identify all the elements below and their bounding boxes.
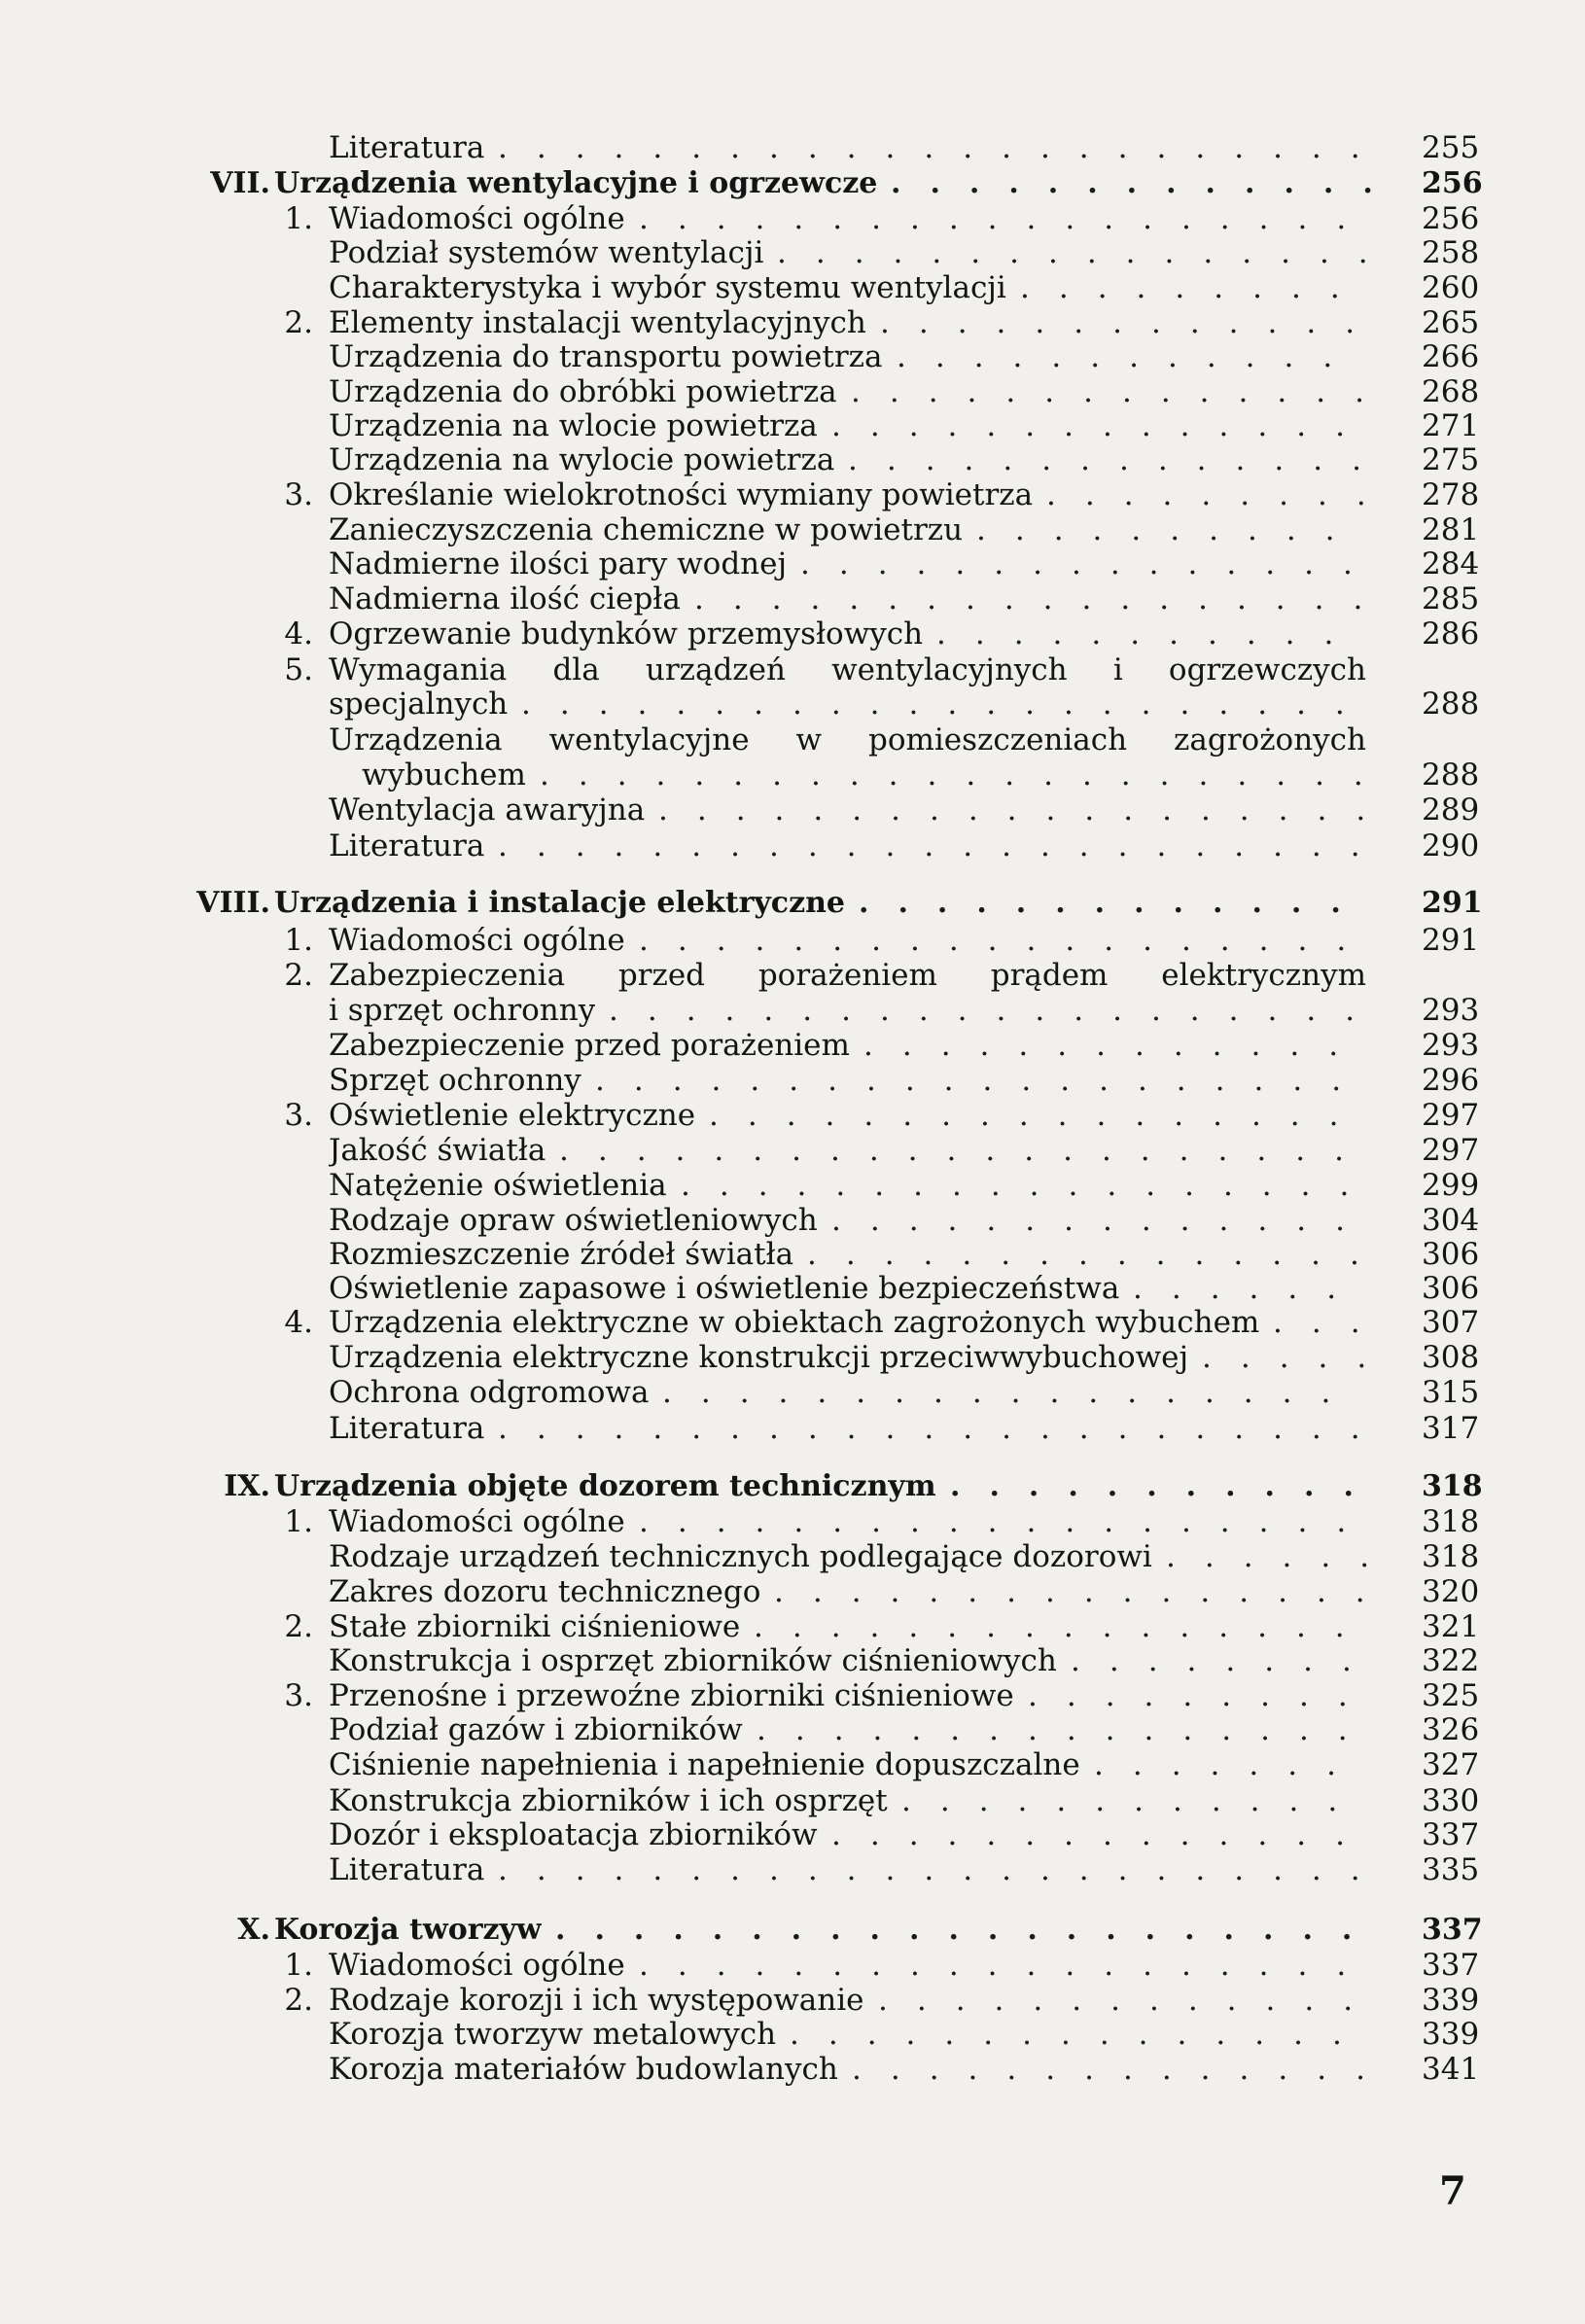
dot-leader: .................... (595, 1063, 1371, 1098)
toc-entry (0, 994, 1585, 1027)
toc-number: 3. (284, 1678, 313, 1713)
dot-leader: ............... (790, 2017, 1371, 2052)
toc-title: Urządzenia wentylacyjne i ogrzewcze (274, 167, 878, 200)
dot-leader: .............. (851, 374, 1393, 409)
toc-title: Jakość światła (329, 1134, 546, 1167)
toc-title: Wiadomości ogólne (329, 1949, 625, 1982)
toc-page: 296 (1422, 1063, 1480, 1098)
dot-leader: ............... (800, 546, 1382, 581)
toc-title: Urządzenia i instalacje elektryczne (274, 887, 846, 920)
toc-title: Zanieczyszczenia chemiczne w powietrzu (329, 513, 964, 546)
toc-entry (0, 1748, 1585, 1781)
toc-title: Zabezpieczenie przed porażeniem (329, 1029, 850, 1062)
toc-entry (0, 1679, 1585, 1712)
toc-page: 337 (1422, 1817, 1480, 1852)
dot-leader: ............ (897, 339, 1362, 374)
toc-page: 278 (1422, 477, 1480, 512)
toc-title: Przenośne i przewoźne zbiorniki ciśnieniowe (329, 1679, 1014, 1712)
dot-leader: ................... (639, 923, 1376, 958)
toc-entry (0, 1784, 1585, 1817)
toc-entry (0, 1713, 1585, 1746)
toc-number: 2. (284, 305, 313, 340)
toc-number: 1. (284, 201, 313, 236)
toc-title: Podział gazów i zbiorników (329, 1713, 743, 1746)
dot-leader: ................... (639, 201, 1376, 236)
toc-title: Rodzaje opraw oświetleniowych (329, 1204, 818, 1237)
toc-title: Ciśnienie napełnienia i napełnienie dopuszczalne (329, 1748, 1080, 1781)
toc-title: Konstrukcja zbiorników i ich osprzęt (329, 1784, 888, 1817)
toc-title: Urządzenia objęte dozorem technicznym (274, 1470, 936, 1503)
dot-leader: .................. (662, 1375, 1360, 1410)
toc-number: 5. (284, 652, 313, 687)
toc-entry (0, 1984, 1585, 2017)
toc-entry (0, 829, 1585, 863)
toc-title: Elementy instalacji wentylacyjnych (329, 306, 866, 339)
toc-page: 327 (1422, 1747, 1480, 1782)
toc-page: 258 (1422, 235, 1480, 270)
toc-page: 304 (1422, 1203, 1480, 1238)
toc-number: 1. (284, 1948, 313, 1983)
toc-page: 315 (1422, 1375, 1480, 1410)
toc-entry (0, 687, 1585, 721)
dot-leader: ............. (891, 166, 1402, 200)
toc-number: 3. (284, 477, 313, 512)
toc-page: 306 (1422, 1237, 1480, 1272)
toc-entry (0, 1306, 1585, 1339)
toc-title: Wymagania dla urządzeń wentylacyjnych i ogrzewczych (329, 653, 1366, 687)
toc-title: Urządzenia elektryczne w obiektach zagrożonych wybuchem (329, 1306, 1260, 1339)
toc-title: Zabezpieczenia przed porażeniem prądem elektrycznym (329, 959, 1366, 992)
toc-entry (0, 2018, 1585, 2051)
toc-page: 284 (1422, 546, 1480, 581)
toc-entry (0, 1099, 1585, 1132)
dot-leader: ................... (639, 1504, 1376, 1539)
toc-entry (0, 959, 1585, 992)
toc-title: Korozja tworzyw metalowych (329, 2018, 777, 2051)
toc-entry (0, 582, 1585, 616)
toc-page: 306 (1422, 1271, 1480, 1306)
toc-entry (0, 924, 1585, 957)
toc-title: Urządzenia na wylocie powietrza (329, 443, 835, 476)
toc-page: 299 (1422, 1168, 1480, 1203)
dot-leader: ................ (774, 1574, 1394, 1609)
toc-page: 308 (1422, 1340, 1480, 1375)
toc-page: 297 (1422, 1098, 1480, 1133)
toc-number: 2. (284, 958, 313, 993)
toc-page: 288 (1422, 687, 1480, 722)
toc-title: Urządzenia na wlocie powietrza (329, 409, 818, 442)
dot-leader: ................. (709, 1098, 1368, 1133)
toc-page: 341 (1422, 2052, 1480, 2087)
toc-title: wybuchem (362, 758, 526, 792)
toc-entry (0, 2053, 1585, 2086)
toc-number: 2. (284, 1609, 313, 1644)
dot-leader: ........ (1071, 1643, 1381, 1678)
toc-number: VII. (210, 166, 270, 200)
toc-title: Korozja materiałów budowlanych (329, 2053, 838, 2086)
page-number: 7 (1439, 2168, 1466, 2214)
dot-leader: ...... (1133, 1271, 1366, 1306)
toc-entry (0, 1238, 1585, 1271)
toc-entry (0, 1818, 1585, 1851)
toc-title: Urządzenia do obróbki powietrza (329, 375, 837, 408)
toc-entry (0, 547, 1585, 581)
toc-page: 271 (1422, 408, 1480, 443)
toc-title: Literatura (329, 131, 485, 164)
toc-title: Ochrona odgromowa (329, 1376, 650, 1409)
dot-leader: ...................... (540, 757, 1392, 792)
toc-page: 337 (1422, 1948, 1480, 1983)
toc-entry (0, 653, 1585, 687)
toc-page: 321 (1422, 1609, 1480, 1644)
toc-entry (0, 1134, 1585, 1167)
toc-entry (0, 1376, 1585, 1409)
toc-page: 317 (1422, 1411, 1480, 1446)
toc-entry (0, 478, 1585, 511)
toc-entry (0, 131, 1585, 164)
toc-page: 266 (1422, 339, 1480, 374)
toc-chapter (0, 1470, 1585, 1503)
toc-entry (0, 1029, 1585, 1062)
toc-chapter (0, 887, 1585, 920)
toc-page: 339 (1422, 2017, 1480, 2052)
toc-number: 2. (284, 1983, 313, 2018)
toc-title: Wiadomości ogólne (329, 924, 625, 957)
dot-leader: .............. (831, 1817, 1374, 1852)
toc-title: Literatura (329, 1853, 485, 1886)
toc-title: Charakterystyka i wybór systemu wentylacji (329, 271, 1006, 304)
toc-number: IX. (224, 1469, 270, 1503)
toc-title: Wiadomości ogólne (329, 1505, 625, 1538)
dot-leader: ......... (1028, 1678, 1377, 1713)
toc-page: 285 (1422, 581, 1480, 616)
toc-number: 4. (284, 1305, 313, 1340)
toc-page: 320 (1422, 1574, 1480, 1609)
toc-page: 318 (1422, 1504, 1480, 1539)
toc-entry (0, 1610, 1585, 1643)
toc-page: 325 (1422, 1678, 1480, 1713)
toc-title: Urządzenia elektryczne konstrukcji przeciwwybuchowej (329, 1341, 1189, 1374)
toc-entry (0, 409, 1585, 442)
toc-title: Oświetlenie zapasowe i oświetlenie bezpieczeństwa (329, 1272, 1120, 1305)
toc-entry (0, 758, 1585, 792)
toc-chapter (0, 167, 1585, 200)
toc-entry (0, 1064, 1585, 1097)
toc-entry (0, 236, 1585, 269)
toc-entry (0, 1505, 1585, 1538)
toc-title: Ogrzewanie budynków przemysłowych (329, 617, 924, 651)
dot-leader: ............ (901, 1783, 1367, 1818)
toc-entry (0, 1169, 1585, 1202)
dot-leader: .................. (681, 1168, 1379, 1203)
toc-title: specjalnych (329, 687, 509, 721)
toc-page: 335 (1422, 1852, 1480, 1887)
toc-number: 3. (284, 1098, 313, 1133)
dot-leader: .......... (976, 512, 1364, 547)
toc-title: Rozmieszczenie źródeł światła (329, 1238, 794, 1271)
toc-entry (0, 1272, 1585, 1305)
toc-number: X. (237, 1913, 270, 1947)
toc-entry (0, 375, 1585, 408)
dot-leader: ............. (863, 1028, 1368, 1063)
toc-entry (0, 1853, 1585, 1886)
toc-page: 268 (1422, 374, 1480, 409)
dot-leader: ....................... (498, 130, 1390, 165)
toc-title: Natężenie oświetlenia (329, 1169, 667, 1202)
toc-page: 337 (1422, 1913, 1483, 1947)
dot-leader: ................ (777, 235, 1397, 270)
toc-number: VIII. (196, 886, 270, 920)
toc-entry (0, 513, 1585, 546)
dot-leader: ............. (859, 886, 1370, 920)
dot-leader: .............. (852, 2052, 1394, 2087)
toc-page: 297 (1422, 1133, 1480, 1168)
toc-entry (0, 1575, 1585, 1608)
toc-entry (0, 1949, 1585, 1982)
toc-page: 293 (1422, 1028, 1480, 1063)
dot-leader: .............. (831, 408, 1374, 443)
toc-page: 255 (1422, 130, 1480, 165)
toc-entry (0, 1341, 1585, 1374)
dot-leader: ..................... (555, 1913, 1382, 1947)
dot-leader: ................... (658, 792, 1395, 827)
dot-leader: ............... (807, 1237, 1389, 1272)
toc-page: 265 (1422, 305, 1480, 340)
toc-entry (0, 723, 1585, 757)
toc-page: 289 (1422, 792, 1480, 827)
dot-leader: .............. (848, 442, 1391, 477)
toc-title: Zakres dozoru technicznego (329, 1575, 761, 1608)
toc-number: 1. (284, 923, 313, 958)
toc-page: 307 (1422, 1305, 1480, 1340)
dot-leader: ....................... (498, 1852, 1390, 1887)
toc-title: Rodzaje urządzeń technicznych podlegające dozorowi (329, 1540, 1152, 1573)
toc-page: 322 (1422, 1643, 1480, 1678)
toc-title: Konstrukcja i osprzęt zbiorników ciśnieniowych (329, 1644, 1057, 1677)
toc-title: Wiadomości ogólne (329, 202, 625, 235)
dot-leader: ................ (754, 1609, 1374, 1644)
toc-entry (0, 793, 1585, 827)
toc-title: Określanie wielokrotności wymiany powietrza (329, 478, 1034, 511)
dot-leader: .................... (609, 993, 1385, 1028)
toc-title: Literatura (329, 1412, 485, 1445)
toc-entry (0, 443, 1585, 476)
toc-entry (0, 1412, 1585, 1445)
dot-leader: ........... (950, 1469, 1383, 1503)
toc-entry (0, 271, 1585, 304)
dot-leader: ................... (639, 1948, 1376, 1983)
dot-leader: .................. (694, 581, 1392, 616)
dot-leader: ... (1273, 1305, 1390, 1340)
toc-page: 288 (1422, 757, 1480, 792)
toc-page: 291 (1422, 886, 1483, 920)
toc-page: 281 (1422, 512, 1480, 547)
toc-number: 4. (284, 616, 313, 651)
toc-chapter (0, 1914, 1585, 1947)
toc-title: Urządzenia wentylacyjne w pomieszczeniach zagrożonych (329, 723, 1366, 757)
toc-entry (0, 1540, 1585, 1573)
toc-title: Literatura (329, 829, 485, 863)
dot-leader: ............. (880, 305, 1385, 340)
toc-title: Korozja tworzyw (274, 1914, 542, 1947)
dot-leader: ..... (1202, 1340, 1396, 1375)
toc-page: 290 (1422, 828, 1480, 863)
toc-entry (0, 306, 1585, 339)
toc-page: 260 (1422, 270, 1480, 305)
toc-page: 326 (1422, 1712, 1480, 1747)
toc-page: 275 (1422, 442, 1480, 477)
toc-page: 339 (1422, 1983, 1480, 2018)
toc-entry (0, 1204, 1585, 1237)
toc-title: Podział systemów wentylacji (329, 236, 764, 269)
dot-leader: ...... (1166, 1539, 1399, 1574)
dot-leader: ....................... (498, 1411, 1390, 1446)
toc-title: Dozór i eksploatacja zbiorników (329, 1818, 818, 1851)
dot-leader: .............. (831, 1203, 1374, 1238)
dot-leader: ....................... (498, 828, 1390, 863)
dot-leader: ........... (936, 616, 1363, 651)
toc-page: 330 (1422, 1783, 1480, 1818)
toc-title: i sprzęt ochronny (329, 994, 596, 1027)
toc-number: 1. (284, 1504, 313, 1539)
toc-entry (0, 202, 1585, 235)
dot-leader: ....... (1094, 1747, 1365, 1782)
toc-title: Nadmierne ilości pary wodnej (329, 547, 788, 581)
toc-page: 318 (1422, 1539, 1480, 1574)
dot-leader: ...................... (521, 687, 1374, 722)
dot-leader: ......... (1046, 477, 1395, 512)
dot-leader: ..................... (559, 1133, 1373, 1168)
toc-title: Oświetlenie elektryczne (329, 1099, 696, 1132)
toc-title: Wentylacja awaryjna (329, 793, 646, 827)
dot-leader: ......... (1020, 270, 1369, 305)
toc-title: Rodzaje korozji i ich występowanie (329, 1984, 864, 2017)
dot-leader: ............. (878, 1983, 1383, 2018)
toc-entry (0, 1644, 1585, 1677)
toc-entry (0, 340, 1585, 373)
toc-title: Stałe zbiorniki ciśnieniowe (329, 1610, 741, 1643)
toc-entry (0, 617, 1585, 651)
toc-title: Sprzęt ochronny (329, 1064, 581, 1097)
toc-page: 318 (1422, 1469, 1483, 1503)
toc-title: Urządzenia do transportu powietrza (329, 340, 883, 373)
toc-title: Nadmierna ilość ciepła (329, 582, 681, 616)
toc-page: 293 (1422, 993, 1480, 1028)
toc-page: 256 (1422, 166, 1483, 200)
toc-page: 286 (1422, 616, 1480, 651)
toc-page: 256 (1422, 201, 1480, 236)
toc-page: 291 (1422, 923, 1480, 958)
dot-leader: ................ (757, 1712, 1377, 1747)
